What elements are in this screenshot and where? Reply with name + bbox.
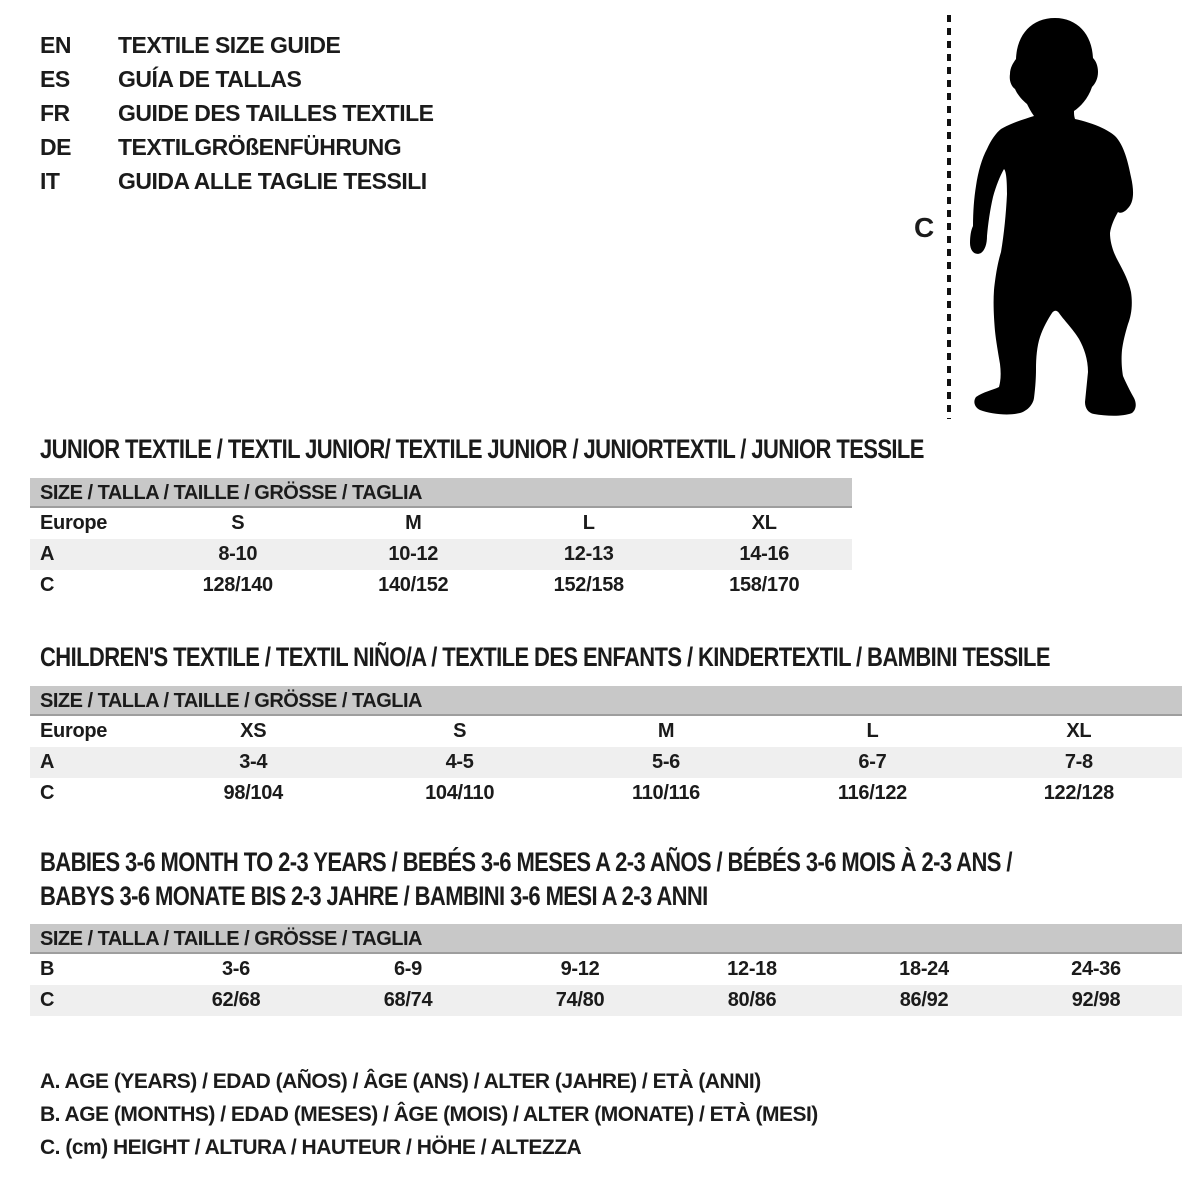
babies-section-title-line1: BABIES 3-6 MONTH TO 2-3 YEARS / BEBÉS 3-6 MESES A 2-3 AÑOS / BÉBÉS 3-6 MOIS À 2-3 ANS / [40,847,1012,877]
table-cell: 18-24 [899,958,949,980]
legend-line-height: C. (cm) HEIGHT / ALTURA / HAUTEUR / HÖHE / ALTEZZA [40,1136,582,1159]
table-cell: XL [751,512,777,534]
row-label: B [40,958,55,980]
table-row-b [30,954,1182,985]
language-row-en [40,28,434,62]
language-code: IT [40,168,60,194]
table-cell: S [453,720,467,742]
language-code: ES [40,66,70,92]
toddler-silhouette [966,14,1148,420]
language-label: GUIDE DES TAILLES TEXTILE [118,100,434,126]
table-cell: 3-6 [221,958,250,980]
table-cell: 86/92 [899,989,949,1011]
table-cell: 24-36 [1071,958,1121,980]
table-cell: 140/152 [378,574,449,596]
table-cell: 98/104 [223,782,283,804]
language-header [40,28,434,198]
table-cell: 128/140 [202,574,273,596]
babies-section-title-line2: BABYS 3-6 MONATE BIS 2-3 JAHRE / BAMBINI 3-6 MESI A 2-3 ANNI [40,881,708,911]
table-row-c [30,778,1182,809]
table-row-europe [30,508,852,539]
table-cell: XS [240,720,267,742]
language-code: FR [40,100,70,126]
height-measure-dashed-line [944,12,954,422]
language-label: TEXTILE SIZE GUIDE [118,32,341,58]
table-cell: 158/170 [729,574,800,596]
table-cell: 14-16 [739,543,790,565]
table-cell: XL [1066,720,1092,742]
row-label: C [40,574,55,596]
table-cell: 7-8 [1064,751,1093,773]
table-cell: 80/86 [727,989,777,1011]
language-row-it [40,164,434,198]
table-row-c [30,985,1182,1016]
size-header-row: SIZE / TALLA / TAILLE / GRÖSSE / TAGLIA [30,924,1182,954]
language-code: DE [40,134,71,160]
legend-line-age-years: A. AGE (YEARS) / EDAD (AÑOS) / ÂGE (ANS) / ALTER (JAHRE) / ETÀ (ANNI) [40,1070,761,1093]
row-label: A [40,751,55,773]
table-row-a [30,539,852,570]
row-label: A [40,543,55,565]
table-cell: 10-12 [388,543,439,565]
table-cell: 104/110 [425,782,495,804]
size-header-row: SIZE / TALLA / TAILLE / GRÖSSE / TAGLIA [30,686,1182,716]
table-cell: 110/116 [632,782,701,804]
table-cell: 8-10 [218,543,258,565]
language-row-fr [40,96,434,130]
language-row-es [40,62,434,96]
children-size-table [30,686,1182,809]
table-cell: L [582,512,595,534]
table-cell: 92/98 [1071,989,1121,1011]
table-cell: M [405,512,422,534]
legend-line-age-months: B. AGE (MONTHS) / EDAD (MESES) / ÂGE (MOIS) / ALTER (MONATE) / ETÀ (MESI) [40,1103,818,1126]
table-cell: 4-5 [445,751,474,773]
junior-size-table [30,478,852,601]
children-section-title: CHILDREN'S TEXTILE / TEXTIL NIÑO/A / TEXTILE DES ENFANTS / KINDERTEXTIL / BAMBINI TESSILE [40,642,1050,672]
language-row-de [40,130,434,164]
babies-size-table [30,924,1182,1016]
table-cell: 3-4 [239,751,268,773]
table-cell: 116/122 [837,782,907,804]
row-label: C [40,782,55,804]
table-cell: 12-18 [727,958,777,980]
table-cell: L [866,720,879,742]
language-code: EN [40,32,71,58]
table-cell: 6-7 [858,751,887,773]
table-cell: 9-12 [560,958,600,980]
language-label: TEXTILGRÖßENFÜHRUNG [118,134,402,160]
junior-section-title: JUNIOR TEXTILE / TEXTIL JUNIOR/ TEXTILE JUNIOR / JUNIORTEXTIL / JUNIOR TESSILE [40,434,924,464]
table-cell: 6-9 [393,958,422,980]
table-row-c [30,570,852,601]
table-cell: M [657,720,675,742]
table-cell: 5-6 [652,751,681,773]
table-row-a [30,747,1182,778]
table-cell: 62/68 [211,989,261,1011]
row-label: C [40,989,55,1011]
table-cell: 122/128 [1043,782,1114,804]
row-label: Europe [40,512,108,534]
table-cell: 152/158 [553,574,624,596]
table-cell: 68/74 [383,989,433,1011]
table-cell: S [231,512,245,534]
table-cell: 12-13 [563,543,614,565]
height-measure-label: C [914,212,935,243]
row-label: Europe [40,720,108,742]
language-label: GUÍA DE TALLAS [118,66,302,92]
table-cell: 74/80 [555,989,605,1011]
size-header-row: SIZE / TALLA / TAILLE / GRÖSSE / TAGLIA [30,478,852,508]
language-label: GUIDA ALLE TAGLIE TESSILI [118,168,427,194]
table-row-europe [30,716,1182,747]
